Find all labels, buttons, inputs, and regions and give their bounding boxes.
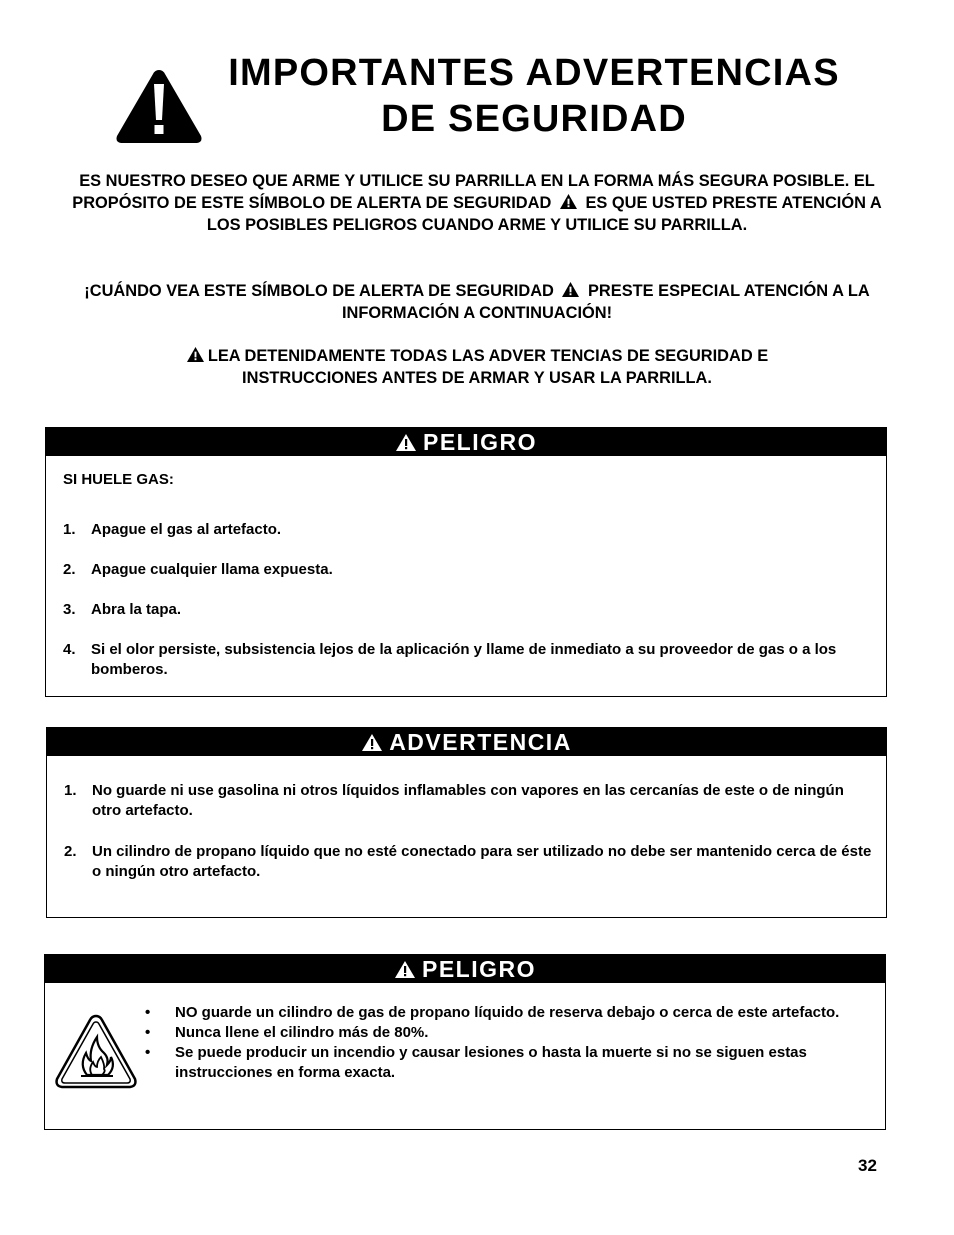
title-line-1: IMPORTANTES ADVERTENCIAS [228,52,840,94]
list-item [145,1003,875,1023]
item-text: Abra la tapa. [91,601,182,618]
box-header-label: PELIGRO [421,956,536,982]
bullet-mark: • [145,1004,151,1021]
safety-alert-triangle-icon [114,66,204,146]
safety-alert-triangle-icon [394,960,416,979]
item-number: 3. [63,601,76,618]
intro-paragraph-1 [70,170,884,236]
item-text: Nunca llene el cilindro más de 80%. [175,1024,429,1041]
box-header-label: ADVERTENCIA [389,729,572,755]
box-header [45,955,885,983]
list-item [63,520,872,540]
item-number: 1. [64,782,77,799]
page-number: 32 [858,1156,877,1175]
bullet-mark: • [145,1024,151,1041]
item-text: No guarde ni use gasolina ni otros líquidos inflamables con vapores en las cercanías de este o de ningún otro artefacto. [92,782,844,819]
danger-box-propane [44,954,886,1130]
list-item [63,600,872,620]
warning-box [46,727,887,918]
intro-paragraph-2 [70,280,884,324]
box-label: SI HUELE GAS: [63,471,174,488]
box-header-label: PELIGRO [422,429,537,455]
box-header [46,428,886,456]
item-text: Si el olor persiste, subsistencia lejos de la aplicación y llame de inmediato a su proveedor de gas o a los bomberos. [91,641,837,678]
list-item [145,1043,875,1083]
list-item [64,781,872,821]
bullet-mark: • [145,1044,151,1061]
list-item [63,640,872,680]
fire-hazard-icon [53,1013,139,1091]
bullet-list [145,1003,875,1083]
danger-box-gas [45,427,887,697]
box-header [47,728,886,756]
item-text: Apague cualquier llama expuesta. [91,561,333,578]
item-number: 1. [63,521,76,538]
safety-alert-triangle-icon [186,346,205,363]
intro-text: LEA DETENIDAMENTE TODAS LAS ADVER TENCIAS DE SEGURIDAD E INSTRUCCIONES ANTES DE ARMAR Y USAR LA PARRILLA. [207,347,769,387]
intro-paragraph-3 [120,345,834,389]
safety-alert-triangle-icon [361,733,383,752]
safety-alert-triangle-icon [561,281,580,298]
numbered-list [63,520,872,680]
list-item [63,560,872,580]
intro-text: ES QUE USTED PRESTE ATENCIÓN A LOS POSIBLES PELIGROS CUANDO ARME Y UTILICE SU PARRILLA. [206,194,882,234]
item-text: Un cilindro de propano líquido que no esté conectado para ser utilizado no debe ser mantenido cerca de éste o ningún otro artefacto. [92,843,872,880]
safety-alert-triangle-icon [559,193,578,210]
list-item [64,842,872,882]
item-number: 2. [64,843,77,860]
item-number: 4. [63,641,76,658]
item-text: Apague el gas al artefacto. [91,521,282,538]
intro-text: ES NUESTRO DESEO QUE ARME Y UTILICE SU PARRILLA EN LA FORMA MÁS SEGURA POSIBLE. EL PROPÓSITO DE ESTE SÍMBOLO DE ALERTA DE SEGURIDAD [72,172,875,212]
intro-text: ¡CUÁNDO VEA ESTE SÍMBOLO DE ALERTA DE SEGURIDAD [84,282,554,300]
intro-text: PRESTE ESPECIAL ATENCIÓN A LA INFORMACIÓN A CONTINUACIÓN! [341,282,870,322]
safety-alert-triangle-icon [395,433,417,452]
item-text: Se puede producir un incendio y causar lesiones o hasta la muerte si no se siguen estas instrucciones en forma exacta. [175,1044,807,1081]
list-item [145,1023,875,1043]
title-line-2: DE SEGURIDAD [381,98,687,140]
page-title [204,50,864,142]
item-number: 2. [63,561,76,578]
numbered-list [64,781,872,882]
item-text: NO guarde un cilindro de gas de propano líquido de reserva debajo o cerca de este artefacto. [175,1004,840,1021]
